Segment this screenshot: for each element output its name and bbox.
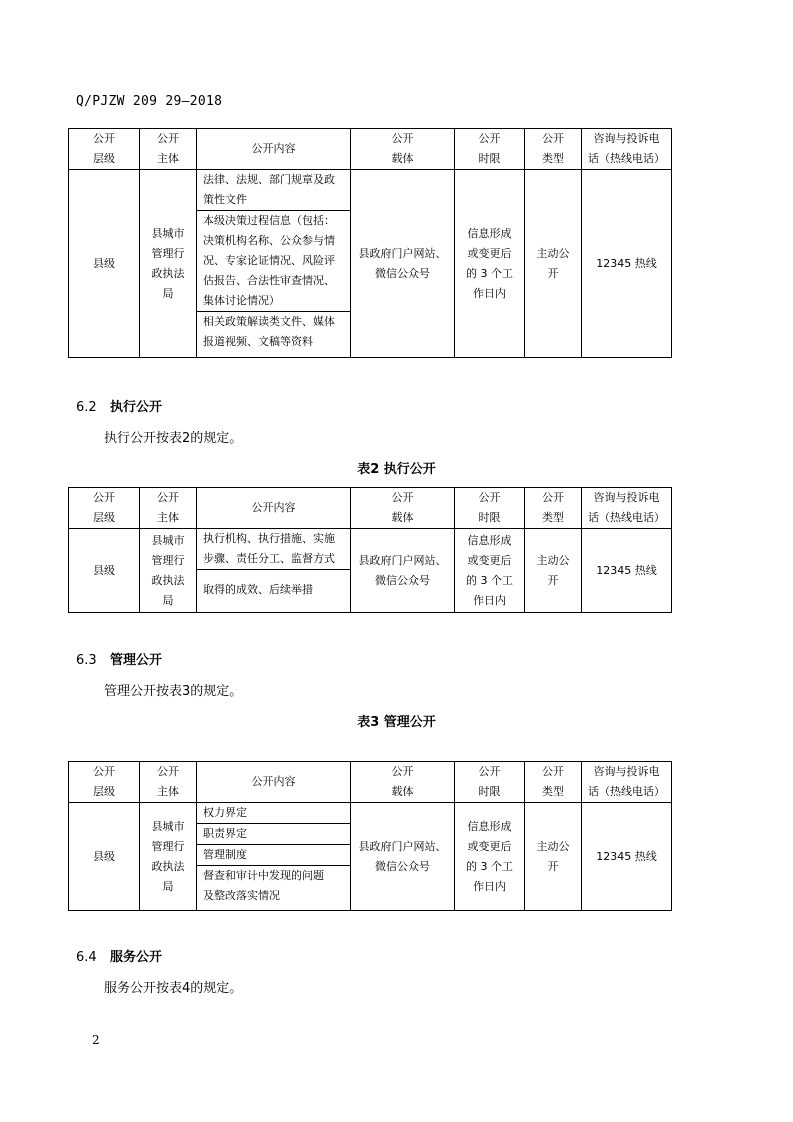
type-cell: 主动公 开 — [525, 803, 582, 911]
header-carrier: 公开 载体 — [351, 762, 455, 803]
tel-cell: 12345 热线 — [582, 170, 672, 358]
table-1 — [68, 128, 672, 358]
header-time: 公开 时限 — [455, 129, 525, 170]
header-tel: 咨询与投诉电 话（热线电话） — [582, 488, 672, 529]
tel-cell: 12345 热线 — [582, 803, 672, 911]
level-cell: 县级 — [69, 803, 140, 911]
table-2-caption: 表2 执行公开 — [357, 462, 436, 477]
header-subject: 公开 主体 — [140, 762, 197, 803]
header-content: 公开内容 — [197, 762, 351, 803]
table-2 — [68, 487, 672, 613]
header-subject: 公开 主体 — [140, 488, 197, 529]
level-cell: 县级 — [69, 170, 140, 358]
page-number: 2 — [92, 1033, 100, 1047]
table-row — [69, 803, 672, 911]
section-6-3-heading: 6.3 管理公开 — [76, 653, 163, 668]
header-level: 公开 层级 — [69, 762, 140, 803]
header-time: 公开 时限 — [455, 762, 525, 803]
table-row — [69, 170, 672, 358]
time-cell: 信息形成 或变更后 的 3 个工 作日内 — [455, 170, 525, 358]
content-item: 督查和审计中发现的问题 及整改落实情况 — [203, 869, 324, 902]
type-cell: 主动公 开 — [525, 170, 582, 358]
content-item: 法律、法规、部门规章及政 策性文件 — [197, 170, 350, 211]
header-content: 公开内容 — [197, 488, 351, 529]
section-6-2-text: 执行公开按表2的规定。 — [104, 431, 243, 446]
header-carrier: 公开 载体 — [351, 129, 455, 170]
table-header — [69, 129, 672, 170]
tel-cell: 12345 热线 — [582, 529, 672, 613]
header-content: 公开内容 — [197, 129, 351, 170]
content-cell — [197, 170, 351, 358]
header-time: 公开 时限 — [455, 488, 525, 529]
subject-cell: 县城市 管理行 政执法 局 — [140, 803, 197, 911]
section-6-4-heading: 6.4 服务公开 — [76, 950, 163, 965]
header-type: 公开 类型 — [525, 762, 582, 803]
header-subject: 公开 主体 — [140, 129, 197, 170]
subject-cell: 县城市 管理行 政执法 局 — [140, 170, 197, 358]
table-header — [69, 488, 672, 529]
content-item: 职责界定 — [197, 824, 350, 845]
content-item: 相关政策解读类文件、媒体 报道视频、文稿等资料 — [203, 315, 335, 348]
table-3 — [68, 761, 672, 911]
table-row — [69, 529, 672, 613]
carrier-cell: 县政府门户网站、 微信公众号 — [351, 170, 455, 358]
table-header — [69, 762, 672, 803]
content-item: 取得的成效、后续举措 — [203, 583, 313, 596]
header-type: 公开 类型 — [525, 129, 582, 170]
content-cell — [197, 803, 351, 911]
header-type: 公开 类型 — [525, 488, 582, 529]
section-6-3-text: 管理公开按表3的规定。 — [104, 684, 243, 699]
type-cell: 主动公 开 — [525, 529, 582, 613]
header-level: 公开 层级 — [69, 129, 140, 170]
carrier-cell: 县政府门户网站、 微信公众号 — [351, 803, 455, 911]
header-carrier: 公开 载体 — [351, 488, 455, 529]
header-level: 公开 层级 — [69, 488, 140, 529]
carrier-cell: 县政府门户网站、 微信公众号 — [351, 529, 455, 613]
subject-cell: 县城市 管理行 政执法 局 — [140, 529, 197, 613]
time-cell: 信息形成 或变更后 的 3 个工 作日内 — [455, 529, 525, 613]
content-item: 权力界定 — [197, 803, 350, 824]
content-cell — [197, 529, 351, 613]
table-3-caption: 表3 管理公开 — [357, 715, 436, 730]
level-cell: 县级 — [69, 529, 140, 613]
header-tel: 咨询与投诉电 话（热线电话） — [582, 129, 672, 170]
content-item: 执行机构、执行措施、实施 步骤、责任分工、监督方式 — [197, 529, 350, 570]
document-code: Q/PJZW 209 29—2018 — [76, 94, 223, 109]
content-item: 本级决策过程信息（包括： 决策机构名称、公众参与情 况、专家论证情况、风险评 估报告、合法性审查情况、 集体讨论情况） — [197, 211, 350, 312]
time-cell: 信息形成 或变更后 的 3 个工 作日内 — [455, 803, 525, 911]
content-item: 管理制度 — [197, 845, 350, 866]
section-6-2-heading: 6.2 执行公开 — [76, 400, 163, 415]
header-tel: 咨询与投诉电 话（热线电话） — [582, 762, 672, 803]
section-6-4-text: 服务公开按表4的规定。 — [104, 981, 243, 996]
